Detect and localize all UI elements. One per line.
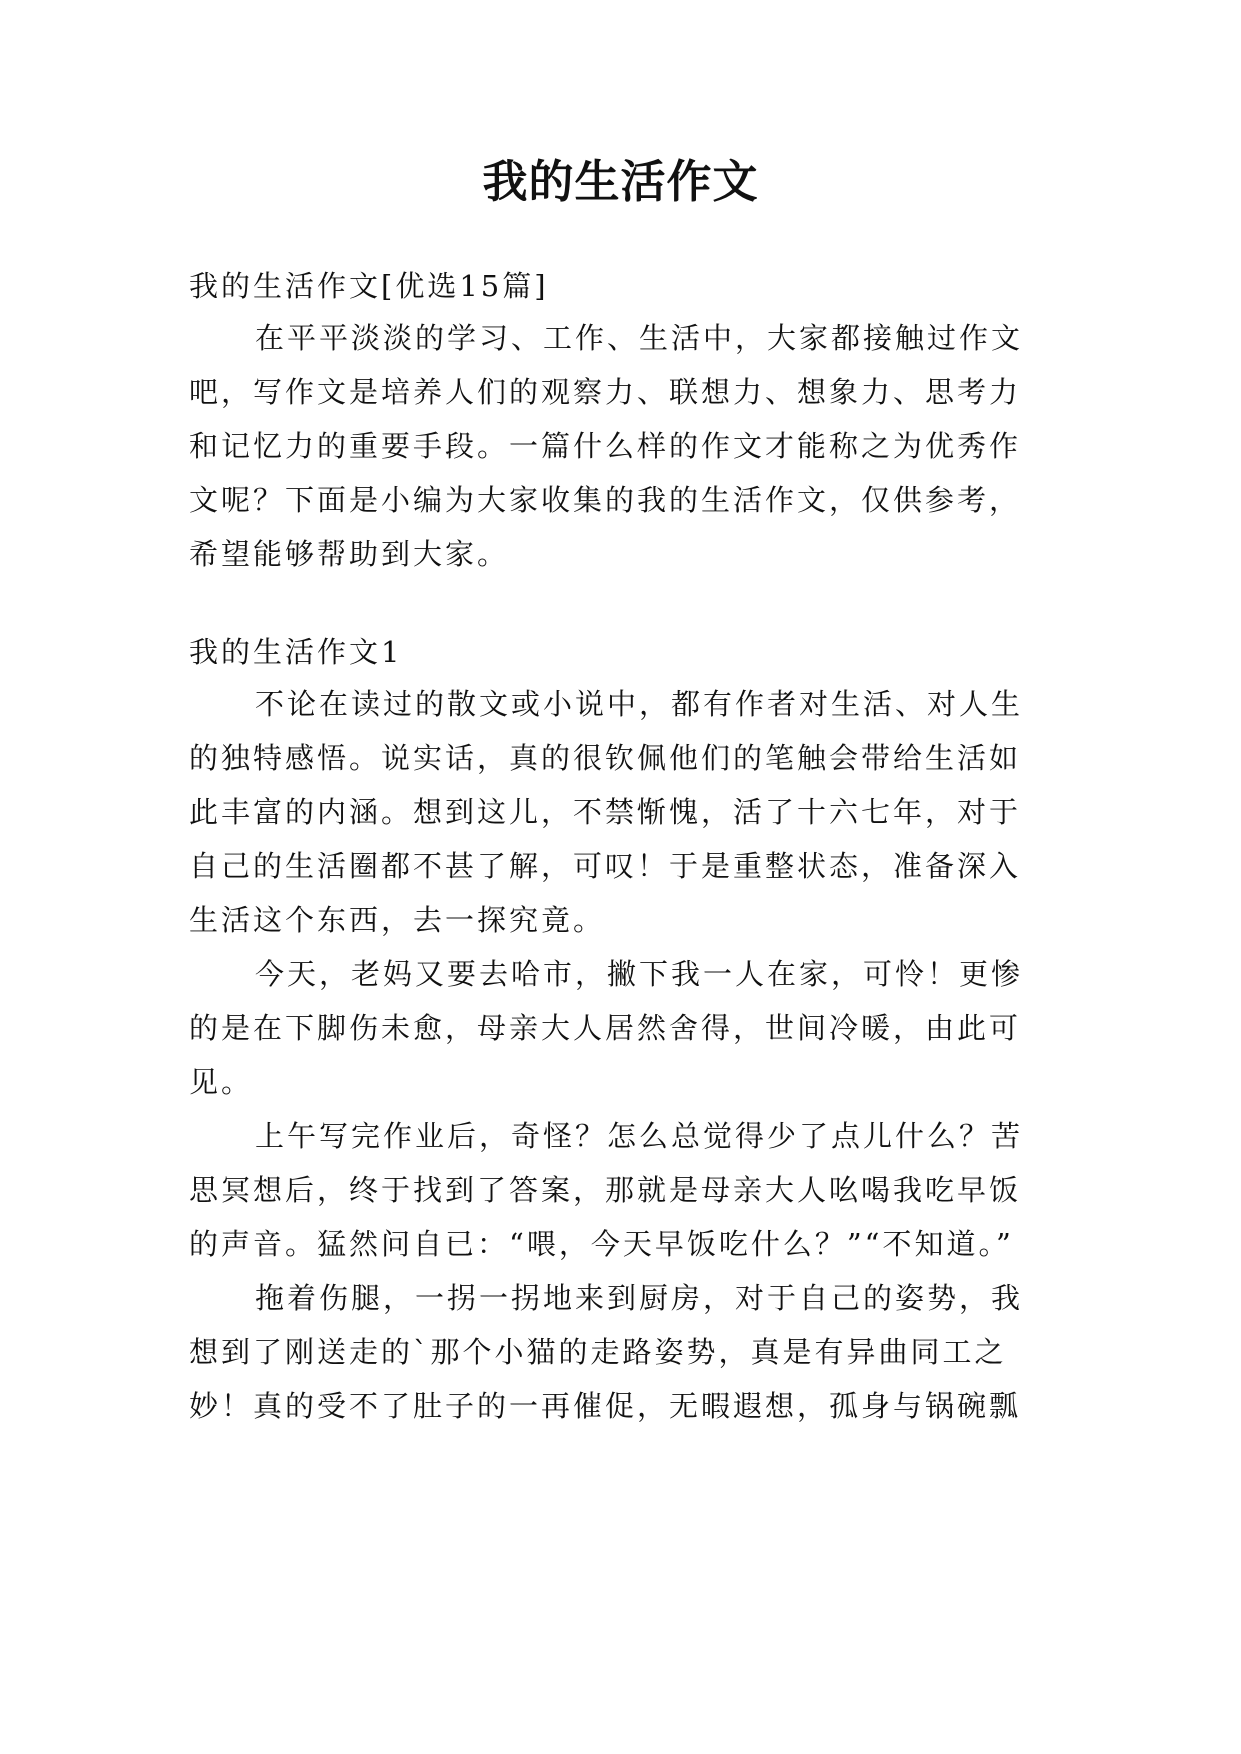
body-line: 上午写完作业后，奇怪？怎么总觉得少了点儿什么？苦	[255, 1119, 1024, 1153]
intro-line: 和记忆力的重要手段。一篇什么样的作文才能称之为优秀作	[189, 429, 1022, 463]
body-line: 思冥想后，终于找到了答案，那就是母亲大人吆喝我吃早饭	[189, 1173, 1022, 1207]
body-line: 的是在下脚伤未愈，母亲大人居然舍得，世间冷暖，由此可	[189, 1011, 1022, 1045]
intro-line: 在平平淡淡的学习、工作、生活中，大家都接触过作文	[255, 321, 1024, 355]
body-line: 不论在读过的散文或小说中，都有作者对生活、对人生	[255, 687, 1024, 721]
body-line: 妙！真的受不了肚子的一再催促，无暇遐想，孤身与锅碗瓢	[189, 1389, 1022, 1423]
body-line: 见。	[189, 1065, 254, 1099]
body-line: 生活这个东西，去一探究竟。	[189, 903, 606, 937]
intro-line: 希望能够帮助到大家。	[189, 537, 510, 571]
intro-line: 吧，写作文是培养人们的观察力、联想力、想象力、思考力	[189, 375, 1022, 409]
document-subtitle: 我的生活作文[优选15篇]	[189, 269, 549, 303]
body-line: 想到了刚送走的`那个小猫的走路姿势，真是有异曲同工之	[189, 1335, 1007, 1369]
body-line: 的独特感悟。说实话，真的很钦佩他们的笔触会带给生活如	[189, 741, 1022, 775]
body-line: 此丰富的内涵。想到这儿，不禁惭愧，活了十六七年，对于	[189, 795, 1022, 829]
body-line: 今天，老妈又要去哈市，撇下我一人在家，可怜！更惨	[255, 957, 1024, 991]
body-line: 拖着伤腿，一拐一拐地来到厨房，对于自己的姿势，我	[255, 1281, 1024, 1315]
intro-line: 文呢？下面是小编为大家收集的我的生活作文，仅供参考，	[189, 483, 1022, 517]
body-line: 的声音。猛然问自已：“喂，今天早饭吃什么？”“不知道。”	[189, 1227, 1014, 1261]
body-line: 自己的生活圈都不甚了解，可叹！于是重整状态，准备深入	[189, 849, 1022, 883]
document-title: 我的生活作文	[482, 155, 759, 208]
section-heading: 我的生活作文1	[189, 635, 403, 669]
